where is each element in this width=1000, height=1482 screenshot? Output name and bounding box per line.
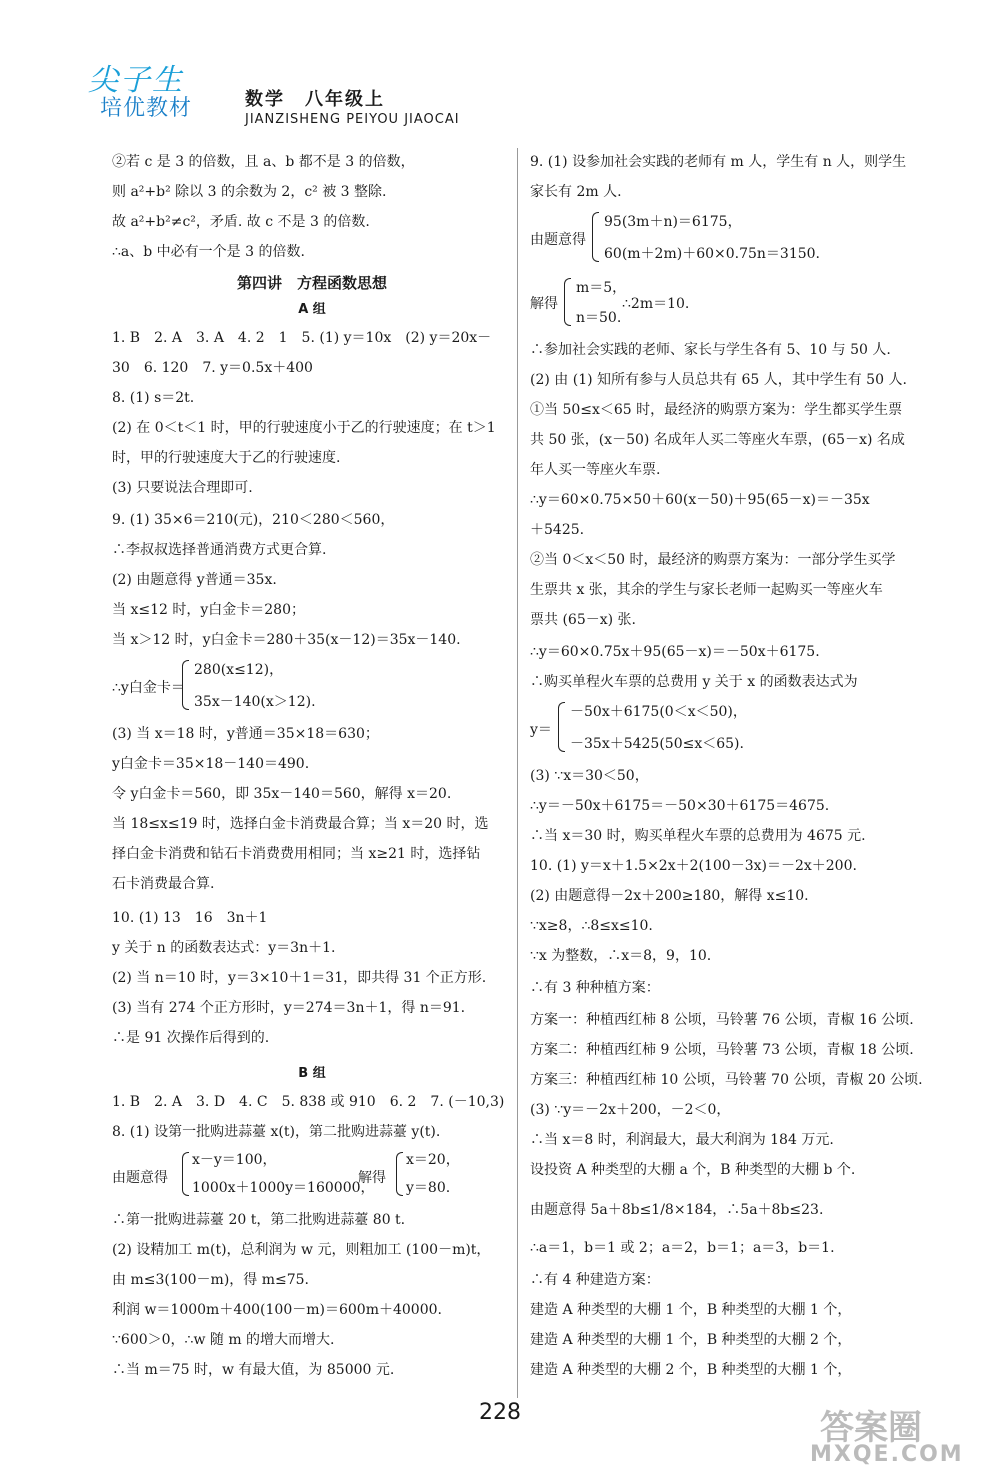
text-line: ∵600＞0，∴w 随 m 的增大而增大. (112, 1332, 335, 1348)
text-line: (2) 当 n＝10 时，y＝3×10＋1＝31，即共得 31 个正方形. (112, 970, 487, 986)
watermark-bottom-text: MXQE.COM (810, 1442, 964, 1467)
page-number: 228 (479, 1400, 521, 1425)
solution-value: y＝80. (406, 1180, 451, 1196)
text-line: ∴y＝60×0.75×50＋60(x－50)＋95(65－x)＝－35x (530, 492, 870, 508)
text-line: ∴a＝1，b＝1 或 2；a＝2，b＝1；a＝3，b＝1. (530, 1240, 835, 1256)
text-line: ∴是 91 次操作后得到的. (112, 1030, 270, 1046)
piecewise-case: 280(x≤12)， (194, 662, 284, 678)
solution-value: n＝50. (576, 310, 622, 326)
text-line: ②当 0＜x＜50 时，最经济的购票方案为：一部分学生买学 (530, 552, 896, 568)
system-label: 由题意得 (530, 232, 586, 248)
text-line: 由题意得 5a＋8b≤1/8×184，∴5a＋8b≤23. (530, 1202, 824, 1218)
system-equation: 60(m＋2m)＋60×0.75n＝3150. (604, 246, 821, 262)
text-line: ∴当 x＝30 时，购买单程火车票的总费用为 4675 元. (530, 828, 866, 844)
text-line: ①当 50≤x＜65 时，最经济的购票方案为：学生都买学生票 (530, 402, 903, 418)
text-line: 9. (1) 设参加社会实践的老师有 m 人，学生有 n 人，则学生 (530, 154, 907, 170)
text-line: (2) 由题意得 y普通＝35x. (112, 572, 277, 588)
text-line: 由 m≤3(100－m)，得 m≤75. (112, 1272, 310, 1288)
brace (558, 702, 565, 752)
text-line: 时，甲的行驶速度大于乙的行驶速度. (112, 450, 341, 466)
text-line: (3) 当有 274 个正方形时，y＝274＝3n＋1，得 n＝91. (112, 1000, 466, 1016)
text-line: ∴2m＝10. (622, 296, 690, 312)
logo-bottom-text: 培优教材 (100, 96, 193, 121)
text-line: 利润 w＝1000m＋400(100－m)＝600m＋40000. (112, 1302, 442, 1318)
brace (396, 1152, 403, 1196)
text-line: y 关于 n 的函数表达式：y＝3n＋1. (112, 940, 336, 956)
watermark-top-text: 答案圈 (820, 1408, 922, 1448)
text-line: ∴参加社会实践的老师、家长与学生各有 5、10 与 50 人. (530, 342, 891, 358)
watermark-logo (800, 1400, 980, 1470)
text-line: 8. (1) 设第一批购进蒜薹 x(t)，第二批购进蒜薹 y(t). (112, 1124, 441, 1140)
text-line: 择白金卡消费和钻石卡消费费用相同；当 x≥21 时，选择钻 (112, 846, 481, 862)
text-line: 当 x≤12 时，y白金卡＝280； (112, 602, 305, 618)
piecewise-case: －50x＋6175(0＜x＜50)， (570, 704, 747, 720)
text-line: 令 y白金卡＝560，即 35x－140＝560，解得 x＝20. (112, 786, 452, 802)
text-line: ∴y＝60×0.75x＋95(65－x)＝－50x＋6175. (530, 644, 820, 660)
text-line: 1. B 2. A 3. D 4. C 5. 838 或 910 6. 2 7. (－10,3) (112, 1094, 505, 1110)
brace (564, 278, 571, 326)
text-line: 建造 A 种类型的大棚 2 个，B 种类型的大棚 1 个， (530, 1362, 852, 1378)
text-line: 生票共 x 张，其余的学生与家长老师一起购买一等座火车 (530, 582, 883, 598)
system-equation: 1000x＋1000y＝160000， (192, 1180, 375, 1196)
text-line: ∴购买单程火车票的总费用 y 关于 x 的函数表达式为 (530, 674, 858, 690)
column-divider (517, 148, 518, 1398)
section-title: 第四讲 方程函数思想 (236, 274, 387, 292)
text-line: 方案一：种植西红柿 8 公顷，马铃薯 76 公顷，青椒 16 公顷. (530, 1012, 914, 1028)
text-line: ∴李叔叔选择普通消费方式更合算. (112, 542, 327, 558)
text-line: (3) ∵x＝30＜50， (530, 768, 649, 784)
brace (182, 660, 189, 710)
text-line: (3) 当 x＝18 时，y普通＝35×18＝630； (112, 726, 379, 742)
text-line: 则 a²+b² 除以 3 的余数为 2，c² 被 3 整除. (112, 184, 387, 200)
text-line: 10. (1) y＝x＋1.5×2x＋2(100－3x)＝－2x＋200. (530, 858, 857, 874)
text-line: (3) ∵y＝－2x＋200，－2＜0， (530, 1102, 731, 1118)
book-title: 数学 八年级上 (245, 89, 385, 110)
solve-label: 解得 (358, 1170, 386, 1186)
text-line: ∵x≥8，∴8≤x≤10. (530, 918, 653, 934)
brand-logo (70, 55, 230, 125)
text-line: (2) 在 0＜t＜1 时，甲的行驶速度小于乙的行驶速度；在 t＞1 (112, 420, 496, 436)
system-label: 由题意得 (112, 1170, 168, 1186)
text-line: 8. (1) s＝2t. (112, 390, 195, 406)
text-line: 方案三：种植西红柿 10 公顷，马铃薯 70 公顷，青椒 20 公顷. (530, 1072, 923, 1088)
brace (592, 212, 599, 262)
text-line: 10. (1) 13 16 3n＋1 (112, 910, 268, 926)
text-line: 9. (1) 35×6＝210(元)，210＜280＜560， (112, 512, 395, 528)
piecewise-label: ∴y白金卡＝ (112, 680, 185, 696)
text-line: y白金卡＝35×18－140＝490. (112, 756, 310, 772)
brace (182, 1152, 189, 1196)
text-line: ＋5425. (530, 522, 585, 538)
text-line: 故 a²+b²≠c²，矛盾. 故 c 不是 3 的倍数. (112, 214, 370, 230)
text-line: 建造 A 种类型的大棚 1 个，B 种类型的大棚 1 个， (530, 1302, 852, 1318)
text-line: ∴当 m＝75 时，w 有最大值，为 85000 元. (112, 1362, 395, 1378)
text-line: 30 6. 120 7. y＝0.5x＋400 (112, 360, 313, 376)
text-line: ②若 c 是 3 的倍数，且 a、b 都不是 3 的倍数， (112, 154, 415, 170)
logo-top-text: 尖子生 (88, 63, 184, 98)
text-line: ∴有 3 种种植方案： (530, 980, 660, 996)
text-line: 方案二：种植西红柿 9 公顷，马铃薯 73 公顷，青椒 18 公顷. (530, 1042, 914, 1058)
text-line: (2) 由题意得－2x＋200≥180，解得 x≤10. (530, 888, 809, 904)
solution-value: x＝20， (406, 1152, 460, 1168)
piecewise-case: －35x＋5425(50≤x＜65). (570, 736, 744, 752)
book-subtitle: JIANZISHENG PEIYOU JIAOCAI (245, 112, 460, 127)
group-a-label: A 组 (298, 302, 326, 317)
system-equation: x－y＝100， (192, 1152, 277, 1168)
system-equation: 95(3m＋n)＝6175， (604, 214, 742, 230)
text-line: ∴有 4 种建造方案： (530, 1272, 660, 1288)
piecewise-label: y＝ (530, 722, 552, 738)
text-line: 建造 A 种类型的大棚 1 个，B 种类型的大棚 2 个， (530, 1332, 852, 1348)
text-line: (3) 只要说法合理即可. (112, 480, 253, 496)
text-line: 设投资 A 种类型的大棚 a 个，B 种类型的大棚 b 个. (530, 1162, 856, 1178)
group-b-label: B 组 (298, 1066, 326, 1081)
solve-label: 解得 (530, 296, 558, 312)
text-line: ∴y＝－50x＋6175＝－50×30＋6175＝4675. (530, 798, 830, 814)
text-line: ∴a、b 中必有一个是 3 的倍数. (112, 244, 305, 260)
text-line: 石卡消费最合算. (112, 876, 215, 892)
text-line: ∵x 为整数，∴x＝8，9，10. (530, 948, 712, 964)
text-line: 当 x＞12 时，y白金卡＝280＋35(x－12)＝35x－140. (112, 632, 461, 648)
text-line: 当 18≤x≤19 时，选择白金卡消费最合算；当 x＝20 时，选 (112, 816, 489, 832)
text-line: ∴第一批购进蒜薹 20 t，第二批购进蒜薹 80 t. (112, 1212, 406, 1228)
piecewise-case: 35x－140(x＞12). (194, 694, 316, 710)
text-line: (2) 设精加工 m(t)，总利润为 w 元，则粗加工 (100－m)t， (112, 1242, 491, 1258)
text-line: 票共 (65－x) 张. (530, 612, 636, 628)
text-line: 家长有 2m 人. (530, 184, 622, 200)
text-line: 1. B 2. A 3. A 4. 2 1 5. (1) y＝10x (2) y＝20x－ (112, 330, 492, 346)
text-line: 年人买一等座火车票. (530, 462, 661, 478)
text-line: ∴当 x＝8 时，利润最大，最大利润为 184 万元. (530, 1132, 834, 1148)
solution-value: m＝5， (576, 280, 627, 296)
text-line: (2) 由 (1) 知所有参与人员总共有 65 人，其中学生有 50 人. (530, 372, 907, 388)
text-line: 共 50 张，(x－50) 名成年人买二等座火车票，(65－x) 名成 (530, 432, 905, 448)
